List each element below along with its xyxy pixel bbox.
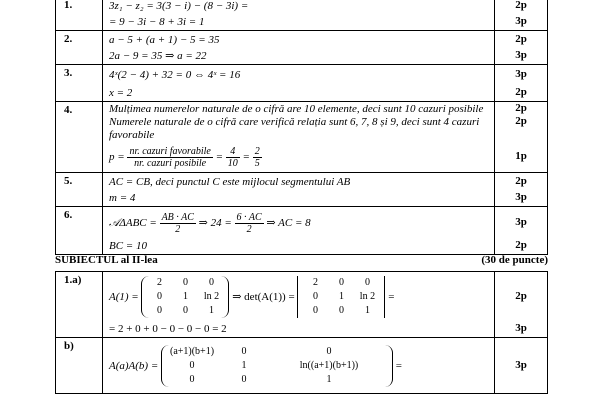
item-points (495, 338, 548, 394)
item-number: b) (56, 338, 103, 394)
points-value: 3p (515, 216, 527, 228)
points-value: 2p (515, 115, 527, 127)
formula-end: = (395, 360, 402, 372)
item-solution (103, 207, 495, 255)
probability-formula: p = $\frac{\text{nr. cazuri favorabile}}{\text{nr. cazuri posibile}}$ = $\frac{4}{10}$ = $\frac{2}{5}$ (109, 145, 260, 169)
points-value: 2p (515, 33, 527, 45)
item-solution (103, 173, 495, 207)
points-value: 2p (515, 175, 527, 187)
table-row (56, 207, 548, 255)
solution-line: m = 4 (109, 192, 136, 204)
item-solution (103, 338, 495, 394)
fraction: $\frac{AB \cdot AC}{2}$ (161, 211, 194, 235)
formula-lhs: A(a)A(b) = (109, 360, 159, 372)
solution-line: = 2 + 0 + 0 − 0 − 0 − 0 = 2 (109, 323, 227, 335)
points-value: 3p (515, 359, 527, 371)
item-solution (103, 65, 495, 102)
solution-line: favorabile (109, 129, 155, 141)
table-row (56, 31, 548, 65)
item-points (495, 207, 548, 255)
solution-line: x = 2 (109, 87, 133, 99)
solution-line: 3z₁ − z₂ = 3(3 − i) − (8 − 3i) = (109, 0, 249, 12)
formula-end: = (388, 291, 395, 303)
solution-line: 2a − 9 = 35 ⇒ a = 22 (109, 50, 207, 62)
determinant: 2 0 0 0 1 ln 2 0 0 1 (297, 276, 385, 318)
solution-line: a − 5 + (a + 1) − 5 = 35 (109, 34, 220, 46)
points-value: 3p (515, 15, 527, 27)
points-value: 2p (515, 0, 527, 11)
item-solution (103, 272, 495, 338)
item-number: 1.a) (56, 272, 103, 338)
formula-mid: ⇒ 24 = (198, 217, 232, 229)
formula-lhs: p = (109, 151, 125, 163)
item-number: 5. (56, 173, 103, 207)
points-value: 2p (515, 290, 527, 302)
section1-table (55, 0, 548, 255)
points-value: 2p (515, 86, 527, 98)
item-number: 2. (56, 31, 103, 65)
item-number: 1. (56, 0, 103, 31)
table-row (56, 65, 548, 102)
solution-line: AC = CB, deci punctul C este mijlocul segmentului AB (109, 176, 351, 188)
table-row (56, 272, 548, 338)
section2-header (55, 252, 548, 268)
formula-lhs: 𝒜ΔABC = (109, 217, 157, 229)
solution-line: BC = 10 (109, 240, 147, 252)
fraction: $\frac{\text{nr. cazuri favorabile}}{\text{nr. cazuri posibile}}$ (129, 145, 211, 169)
table-row (56, 338, 548, 394)
points-value: 3p (515, 191, 527, 203)
solution-line: Numerele naturale de o cifră care verifică relația sunt 6, 7, 8 și 9, deci sunt 4 cazuri (109, 116, 480, 128)
formula-result: ⇒ AC = 8 (266, 217, 311, 229)
points-value: 3p (515, 68, 527, 80)
table-row (56, 0, 548, 31)
points-value: 3p (515, 322, 527, 334)
points-value: 1p (515, 150, 527, 162)
item-points (495, 272, 548, 338)
item-number: 4. (56, 102, 103, 173)
points-value: 2p (515, 239, 527, 251)
table-row (56, 102, 548, 173)
table-row (56, 173, 548, 207)
item-solution (103, 31, 495, 65)
item-points (495, 65, 548, 102)
item-solution (103, 0, 495, 31)
matrix-product: (a+1)(b+1) 0 0 0 1 ln((a+1)(b+1)) 0 0 1 (161, 345, 393, 387)
matrix-product-formula (109, 339, 488, 393)
item-points (495, 0, 548, 31)
solution-line: 4ˣ(2 − 4) + 32 = 0 ⇔ 4ˣ = 16 (109, 69, 241, 81)
section2-score: (30 de puncte) (481, 254, 548, 266)
formula-lhs: A(1) = (109, 291, 139, 303)
solution-line: = 9 − 3i − 8 + 3i = 1 (109, 16, 205, 28)
matrix-formula (109, 273, 488, 321)
area-formula (109, 208, 488, 238)
fraction: $\frac{6 \cdot AC}{2}$ (236, 211, 262, 235)
section2-table (55, 271, 548, 394)
item-number: 6. (56, 207, 103, 255)
section2-title: SUBIECTUL al II-lea (55, 254, 158, 266)
item-points (495, 31, 548, 65)
points-value: 2p (515, 102, 527, 114)
fraction: $\frac{2}{5}$ (254, 145, 260, 169)
matrix-a1: 2 0 0 0 1 ln 2 0 0 1 (141, 276, 229, 318)
formula-mid: ⇒ det(A(1)) = (232, 291, 295, 303)
item-number: 3. (56, 65, 103, 102)
item-points (495, 173, 548, 207)
solution-line: Mulțimea numerelor naturale de o cifră are 10 elemente, deci sunt 10 cazuri posibile (109, 103, 484, 115)
points-value: 3p (515, 49, 527, 61)
item-points (495, 102, 548, 173)
item-solution (103, 102, 495, 173)
fraction: $\frac{4}{10}$ (227, 145, 238, 169)
